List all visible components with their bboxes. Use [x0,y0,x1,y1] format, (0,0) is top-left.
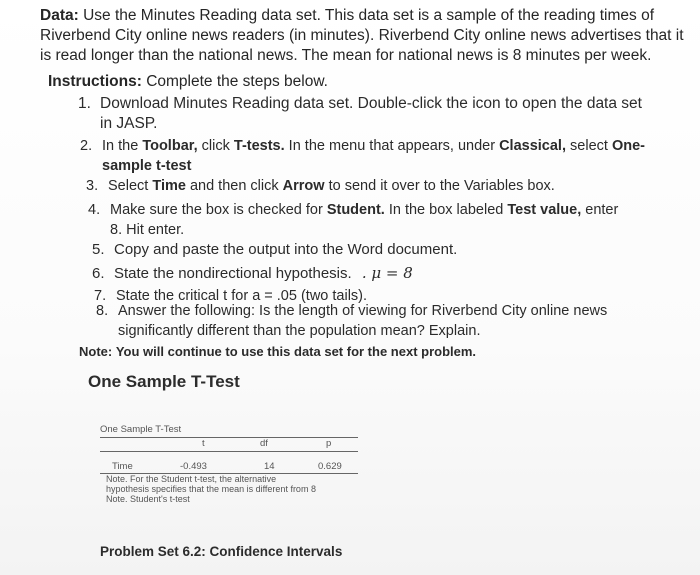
table-rule-mid [100,451,358,452]
step-text: Download Minutes Reading data set. Double-click the icon to open the data set [100,95,642,112]
step-text: State the nondirectional hypothesis. [114,265,352,282]
t-tests-term: T-tests. [233,138,285,154]
step-text: In the [102,138,143,154]
step-6 [92,263,413,284]
step-4 [88,200,618,240]
step-text: Copy and paste the output into the Word document. [114,241,458,258]
step-text: enter [581,202,619,218]
step-text: In the menu that appears, under [284,138,500,154]
step-2 [80,136,645,176]
test-value-term: Test value, [507,202,582,218]
problem-set-heading: Problem Set 6.2: Confidence Intervals [100,544,343,559]
step-text-cont: in JASP. [100,115,158,132]
step-text: click [197,138,234,154]
step-number: 7. [94,288,107,304]
header-t: t [202,438,205,449]
step-3 [86,176,555,196]
header-p: p [326,438,332,449]
step-number: 2. [80,138,93,154]
step-number: 8. [96,303,109,319]
step-text: State the critical t for a = .05 (two tails). [116,288,368,304]
step-text: select [566,138,612,154]
jasp-table-header [100,438,358,452]
note-line [79,344,476,359]
time-term: Time [152,178,186,194]
instructions-label: Instructions: [48,73,142,90]
data-label: Data: [40,7,79,24]
row-p: 0.629 [318,461,342,472]
student-term: Student. [326,202,385,218]
arrow-term: Arrow [282,178,325,194]
jasp-table-title: One Sample T-Test [100,424,182,435]
toolbar-term: Toolbar, [142,138,198,154]
step-8 [96,301,607,341]
step-1 [78,94,642,134]
row-df: 14 [264,461,275,472]
data-text: Use the Minutes Reading data set. This data set is a sample of the reading times of Riverbend City online news readers (in minutes). Riverbend City online news advertises that it is read longer than the national news. The mean for national news is 8 minutes per week. [40,7,684,64]
step-text-cont: significantly different than the population mean? Explain. [118,323,481,339]
note-text: You will continue to use this data set for the next problem. [115,344,477,359]
data-description [40,6,690,66]
table-rule-top [100,437,358,438]
step-number: 1. [78,95,91,112]
step-text: Make sure the box is checked for [110,202,327,218]
instructions-heading [48,73,328,91]
step-number: 3. [86,178,99,194]
step-number: 5. [92,241,105,258]
step-number: 4. [88,202,101,218]
instructions-text: Complete the steps below. [146,73,328,90]
row-label: Time [112,461,133,472]
step-text: to send it over to the Variables box. [324,178,555,194]
step-text: Answer the following: Is the length of viewing for Riverbend City online news [118,303,608,319]
table-row [100,461,358,473]
step-text-cont: sample t-test [102,158,192,174]
table-note-2: hypothesis specifies that the mean is different from 8 [106,484,316,494]
table-note-3: Note. Student's t-test [106,494,190,504]
table-note-1: Note. For the Student t-test, the alternative [106,474,277,484]
note-label: Note: [79,344,113,359]
one-sample-term: One- [611,138,645,154]
step-text-cont: 8. Hit enter. [110,222,185,238]
result-title: One Sample T-Test [88,372,240,391]
step-5 [92,240,457,260]
step-text: and then click [185,178,283,194]
step-text: Select [108,178,153,194]
row-t: -0.493 [180,461,207,472]
step-text: In the box labeled [384,202,508,218]
classical-term: Classical, [499,138,566,154]
step-number: 6. [92,265,105,282]
header-df: df [260,438,268,449]
hypothesis-math: . μ = 8 [361,264,413,282]
